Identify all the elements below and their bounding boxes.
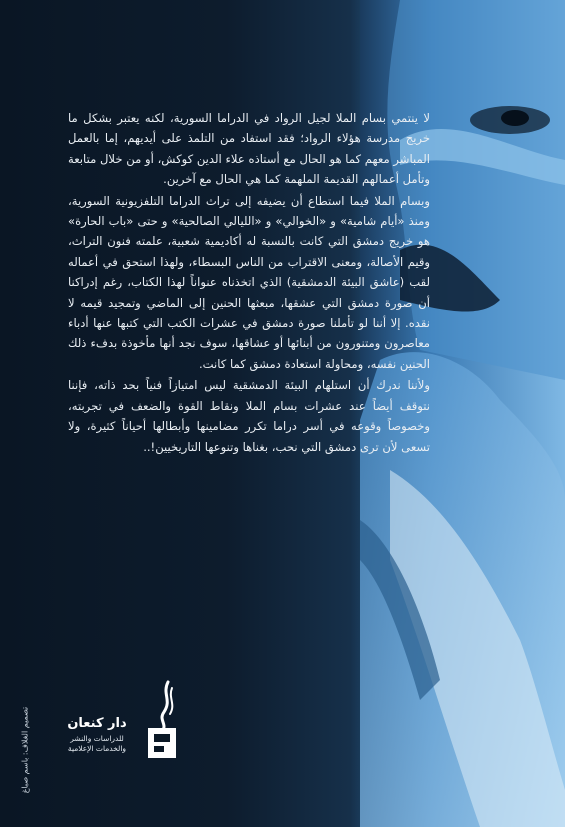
publisher-tagline-2: والخدمات الإعلامية bbox=[67, 744, 127, 753]
cover-design-credit bbox=[18, 690, 32, 810]
publisher-block bbox=[60, 680, 200, 770]
publisher-tagline-1: للدراسات والنشر bbox=[70, 734, 124, 743]
paragraph: لا ينتمي بسام الملا لجيل الرواد في الدراما السورية، لكنه يعتبر بشكل ما خريج مدرسة هؤلاء الرواد؛ فقد استفاد من التلمذ على أيديهم، إما بالعمل المباشر معهم كما هو الحال مع أستاذه علاء الدين كوكش، أو من خلال متابعة وتأمل أعمالهم القديمة الملهمة كما هي الحال مع آخرين. bbox=[68, 111, 430, 187]
publisher-logo-icon bbox=[142, 680, 182, 760]
paragraph: وبسام الملا فيما استطاع أن يضيفه إلى تراث الدراما التلفزيونية السورية، ومنذ «أيام شامية» و «الخوالي» و «الليالي الصالحية» و حتى «باب الحارة» هو خريج دمشق التي كانت بالنسبة له أكاديمية شعبية، علمته فنون التراث، وقيم الأصالة، ومعنى الاقتراب من الناس البسطاء، ولهذا استحق في أعماله لقب (عاشق البيئة الدمشقية) الذي اتخذناه عنواناً لهذا الكتاب، رغم إدراكنا أن صورة دمشق التي عشقها، مبعثها الحنين إلى الماضي وتمجيد قيمه لا نقده. إلا أننا لو تأملنا صورة دمشق في عشرات الكتب التي كتبها عنها أدباء معاصرون ومتنورون من أبنائها أو عشاقها، سوف نجد أنها مأخوذة بدفء ذلك الحنين نفسه، ومحاولة استعادة دمشق كما كانت. bbox=[68, 193, 430, 371]
publisher-name: دار كنعان bbox=[67, 716, 127, 731]
cover-design-credit-text: تصميم الغلاف: باسم صباغ bbox=[20, 706, 30, 794]
back-cover-text bbox=[68, 108, 430, 458]
paragraph: ولأننا ندرك أن استلهام البيئة الدمشقية ليس امتيازاً فنياً بحد ذاته، فإننا نتوقف أيضاً عند عشرات بسام الملا ونقاط القوة والضعف في تجربته، وخصوصاً وقوعه في أسر دراما تكرر مضامينها وأبطالها أحياناً كثيرة، ولا تسعى لأن ترى دمشق التي نحب، بغناها وتنوعها التاريخيين!.. bbox=[68, 378, 430, 454]
